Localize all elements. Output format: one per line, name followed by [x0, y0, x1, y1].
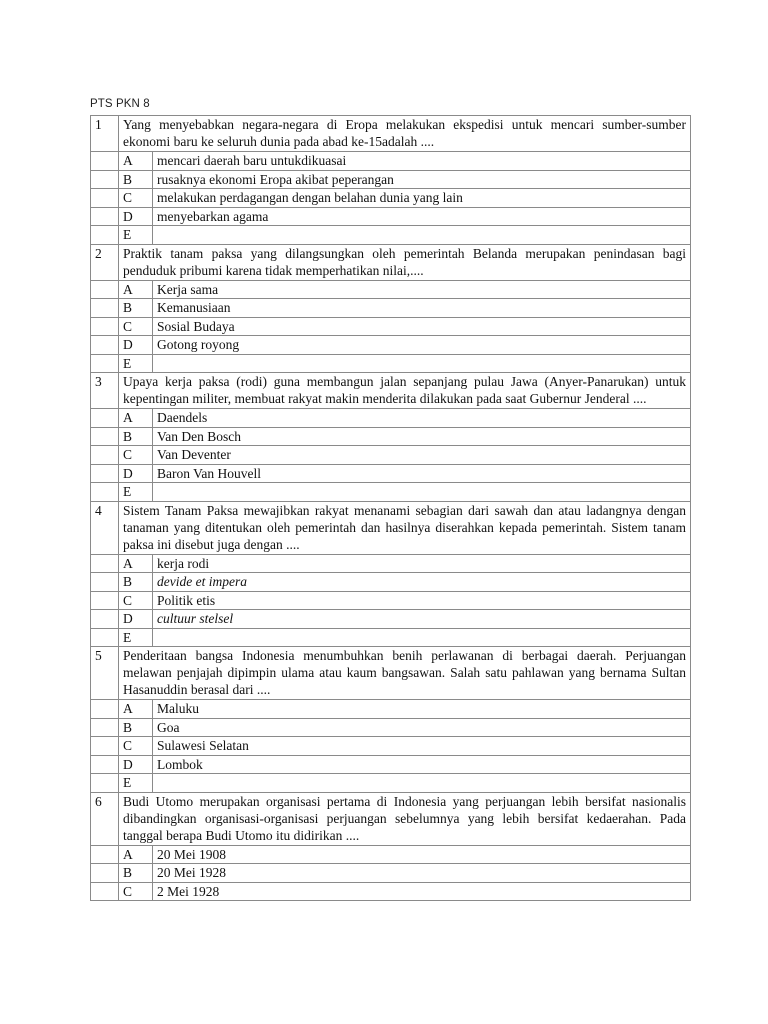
option-row — [91, 755, 691, 774]
option-letter: B — [119, 718, 153, 737]
option-letter: D — [119, 464, 153, 483]
option-text: Goa — [153, 718, 691, 737]
option-letter: A — [119, 280, 153, 299]
option-spacer-cell — [91, 189, 119, 208]
option-row — [91, 483, 691, 502]
question-text: Penderitaan bangsa Indonesia menumbuhkan benih perlawanan di berbagai daerah. Perjuangan melawan penjajah dipimpin ulama atau kaum bangsawan. Salah satu pahlawan yang bernama Sultan Hasanuddin berasal dari .... — [119, 647, 691, 700]
option-row — [91, 700, 691, 719]
question-text: Budi Utomo merupakan organisasi pertama di Indonesia yang perjuangan lebih bersifat nasionalis dibandingkan organisasi-organisasi perjuangan sebelumnya yang lebih bersifat kedaerahan. Pada tanggal berapa Budi Utomo itu didirikan .... — [119, 792, 691, 845]
question-row — [91, 792, 691, 845]
option-spacer-cell — [91, 591, 119, 610]
option-row — [91, 446, 691, 465]
option-row — [91, 610, 691, 629]
option-letter: E — [119, 628, 153, 647]
option-text: rusaknya ekonomi Eropa akibat peperangan — [153, 170, 691, 189]
option-spacer-cell — [91, 409, 119, 428]
option-row — [91, 336, 691, 355]
option-row — [91, 573, 691, 592]
option-row — [91, 354, 691, 373]
option-text — [153, 354, 691, 373]
option-letter: B — [119, 427, 153, 446]
option-row — [91, 464, 691, 483]
option-spacer-cell — [91, 718, 119, 737]
option-row — [91, 152, 691, 171]
option-spacer-cell — [91, 299, 119, 318]
option-letter: C — [119, 317, 153, 336]
option-row — [91, 317, 691, 336]
question-text: Sistem Tanam Paksa mewajibkan rakyat menanami sebagian dari sawah dan atau ladangnya dengan tanaman yang ditentukan oleh pemerintah dan hasilnya diserahkan kepada pemerintah. Sistem tanam paksa ini disebut juga dengan .... — [119, 501, 691, 554]
option-spacer-cell — [91, 427, 119, 446]
question-number: 6 — [91, 792, 119, 845]
option-row — [91, 718, 691, 737]
option-letter: A — [119, 700, 153, 719]
option-text: Kerja sama — [153, 280, 691, 299]
option-spacer-cell — [91, 464, 119, 483]
option-letter: D — [119, 207, 153, 226]
option-spacer-cell — [91, 737, 119, 756]
option-text: 2 Mei 1928 — [153, 882, 691, 901]
question-row — [91, 647, 691, 700]
option-letter: B — [119, 299, 153, 318]
question-number: 3 — [91, 373, 119, 409]
option-row — [91, 628, 691, 647]
question-number: 5 — [91, 647, 119, 700]
option-letter: C — [119, 737, 153, 756]
option-text: Gotong royong — [153, 336, 691, 355]
option-text: Kemanusiaan — [153, 299, 691, 318]
option-spacer-cell — [91, 207, 119, 226]
option-letter: E — [119, 226, 153, 245]
option-text: devide et impera — [153, 573, 691, 592]
option-row — [91, 845, 691, 864]
option-letter: E — [119, 774, 153, 793]
option-text: menyebarkan agama — [153, 207, 691, 226]
question-text: Praktik tanam paksa yang dilangsungkan oleh pemerintah Belanda merupakan penindasan bagi penduduk pribumi karena tidak memperhatikan nilai,.... — [119, 244, 691, 280]
question-number: 4 — [91, 501, 119, 554]
option-letter: E — [119, 354, 153, 373]
option-spacer-cell — [91, 336, 119, 355]
option-text: 20 Mei 1908 — [153, 845, 691, 864]
option-text: cultuur stelsel — [153, 610, 691, 629]
option-text: Van Den Bosch — [153, 427, 691, 446]
option-row — [91, 226, 691, 245]
option-text: Politik etis — [153, 591, 691, 610]
option-text: Maluku — [153, 700, 691, 719]
option-letter: C — [119, 591, 153, 610]
option-row — [91, 207, 691, 226]
option-spacer-cell — [91, 483, 119, 502]
option-spacer-cell — [91, 845, 119, 864]
option-row — [91, 864, 691, 883]
question-table — [90, 115, 691, 901]
option-text: 20 Mei 1928 — [153, 864, 691, 883]
option-text — [153, 774, 691, 793]
option-text — [153, 628, 691, 647]
option-row — [91, 409, 691, 428]
option-text — [153, 483, 691, 502]
question-row — [91, 373, 691, 409]
option-letter: E — [119, 483, 153, 502]
option-text: kerja rodi — [153, 554, 691, 573]
option-spacer-cell — [91, 280, 119, 299]
option-spacer-cell — [91, 774, 119, 793]
option-spacer-cell — [91, 354, 119, 373]
option-row — [91, 774, 691, 793]
option-text: melakukan perdagangan dengan belahan dunia yang lain — [153, 189, 691, 208]
option-row — [91, 299, 691, 318]
question-number: 1 — [91, 116, 119, 152]
option-spacer-cell — [91, 882, 119, 901]
option-row — [91, 554, 691, 573]
option-spacer-cell — [91, 628, 119, 647]
option-row — [91, 170, 691, 189]
question-number: 2 — [91, 244, 119, 280]
option-text: Van Deventer — [153, 446, 691, 465]
option-text: Sulawesi Selatan — [153, 737, 691, 756]
question-row — [91, 501, 691, 554]
page-title: PTS PKN 8 — [90, 98, 150, 110]
option-row — [91, 427, 691, 446]
option-text: Sosial Budaya — [153, 317, 691, 336]
option-letter: A — [119, 152, 153, 171]
option-spacer-cell — [91, 446, 119, 465]
option-letter: C — [119, 189, 153, 208]
option-spacer-cell — [91, 170, 119, 189]
question-row — [91, 244, 691, 280]
option-letter: B — [119, 170, 153, 189]
option-letter: A — [119, 554, 153, 573]
option-spacer-cell — [91, 700, 119, 719]
option-row — [91, 737, 691, 756]
option-text: Lombok — [153, 755, 691, 774]
option-spacer-cell — [91, 317, 119, 336]
option-spacer-cell — [91, 152, 119, 171]
option-letter: A — [119, 409, 153, 428]
option-text: Daendels — [153, 409, 691, 428]
option-spacer-cell — [91, 755, 119, 774]
option-spacer-cell — [91, 226, 119, 245]
option-spacer-cell — [91, 610, 119, 629]
option-spacer-cell — [91, 864, 119, 883]
option-letter: C — [119, 882, 153, 901]
option-text — [153, 226, 691, 245]
option-letter: B — [119, 573, 153, 592]
option-letter: D — [119, 336, 153, 355]
option-letter: D — [119, 610, 153, 629]
option-letter: B — [119, 864, 153, 883]
option-spacer-cell — [91, 573, 119, 592]
question-text: Upaya kerja paksa (rodi) guna membangun jalan sepanjang pulau Jawa (Anyer-Panarukan) untuk kepentingan militer, membuat rakyat makin menderita dilakukan pada saat Gubernur Jenderal .... — [119, 373, 691, 409]
option-text: Baron Van Houvell — [153, 464, 691, 483]
option-letter: C — [119, 446, 153, 465]
option-row — [91, 882, 691, 901]
question-row — [91, 116, 691, 152]
question-text: Yang menyebabkan negara-negara di Eropa melakukan ekspedisi untuk mencari sumber-sumber ekonomi baru ke seluruh dunia pada abad ke-15adalah .... — [119, 116, 691, 152]
option-letter: A — [119, 845, 153, 864]
option-spacer-cell — [91, 554, 119, 573]
option-text: mencari daerah baru untukdikuasai — [153, 152, 691, 171]
option-row — [91, 591, 691, 610]
option-letter: D — [119, 755, 153, 774]
option-row — [91, 189, 691, 208]
option-row — [91, 280, 691, 299]
